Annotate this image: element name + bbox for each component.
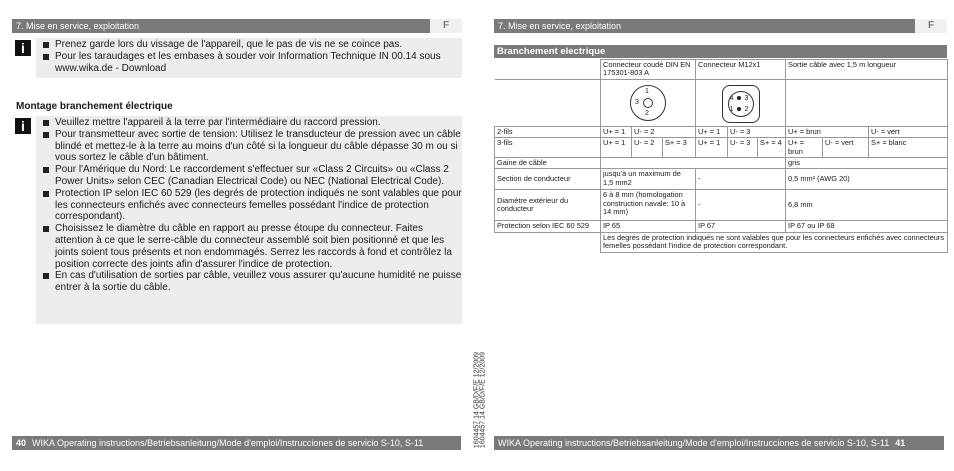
table-row — [495, 60, 948, 80]
table-title: Branchement electrique — [494, 45, 947, 58]
table-cell: - — [696, 169, 786, 190]
list-item: Pour transmetteur avec sortie de tension: Utilisez le transducteur de pression avec un câble blindé et mettez-le à la terre au moins d'un côté si la longueur du câble dépasse 30 m ou si vous sortez le câble d'un bâtiment. — [42, 129, 462, 164]
col-header-cable: Sortie câble avec 1,5 m longueur — [786, 60, 948, 80]
pin-label: 2 — [645, 109, 649, 117]
table-cell: U- = vert — [869, 126, 948, 137]
table-row — [495, 232, 948, 252]
table-cell: IP 67 — [696, 221, 786, 232]
list-item: En cas d'utilisation de sorties par câble, veuillez vous assurer qu'aucune humidité ne puisse entrer à la sortie du câble. — [42, 270, 462, 294]
pin-label: 3 — [744, 94, 749, 102]
left-page — [0, 0, 470, 471]
row-label: Section de conducteur — [495, 169, 601, 190]
din-connector-icon — [630, 85, 666, 121]
table-cell: U- = 2 — [632, 126, 696, 137]
footer-text: WIKA Operating instructions/Betriebsanleitung/Mode d'emploi/Instrucciones de servicio S-10, S-11 — [498, 438, 890, 448]
table-cell: U- = vert — [823, 138, 869, 158]
list-item: Choisissez le diamètre du câble en rapport au presse étoupe du connecteur. Faites attention à ce que le serre-câble du connecteur assemblé soit bien positionné et que les joints soient tous présents et non endommagés. Serrez les raccords à fond et contrôlez la position correcte des joints afin d'assurer l'indice de protection. — [42, 223, 462, 270]
header-title: 7. Mise en service, exploitation — [16, 21, 140, 31]
doc-code-text: 1604457.14 GB/D/F/E 12/2009 — [473, 351, 481, 449]
m12-connector-icon — [722, 85, 760, 123]
table-cell: U+ = 1 — [601, 126, 632, 137]
footer-text: WIKA Operating instructions/Betriebsanleitung/Mode d'emploi/Instrucciones de servicio S-10, S-11 — [32, 438, 424, 448]
doc-code-text: 1604457.14 GB/D/F/E 12/2009 — [479, 351, 487, 449]
col-header-m12: Connecteur M12x1 — [696, 60, 786, 80]
row-label: 3-fils — [495, 138, 601, 158]
table-cell: S+ = blanc — [869, 138, 948, 158]
pin-label: 2 — [744, 105, 749, 113]
section-title: Montage branchement électrique — [16, 101, 173, 112]
table-row — [495, 126, 948, 137]
table-cell: gris — [786, 158, 948, 169]
list-item: Protection IP selon IEC 60 529 (les degrés de protection indiqués ne sont valables que pour les connecteurs enfichés avec connecteurs femelles possédant l'indice de protection correspondant). — [42, 188, 462, 223]
table-cell: U+ = 1 — [696, 126, 728, 137]
page-number: 41 — [895, 438, 906, 448]
connection-table — [494, 59, 948, 253]
bullet-list-main — [42, 117, 462, 294]
table-cell: IP 65 — [601, 221, 696, 232]
row-label: Gaine de câble — [495, 158, 601, 169]
info-icon: i — [15, 118, 31, 134]
row-label: 2-fils — [495, 126, 601, 137]
table-note: Les degrés de protection indiqués ne sont valables que pour les connecteurs enfichés avec connecteurs femelles possédant l'indice de protection correspondant. — [601, 232, 948, 252]
din-connector-diagram — [601, 79, 696, 126]
pin-label: 1 — [729, 105, 734, 113]
table-row — [495, 158, 948, 169]
col-header-din: Connecteur coudé DIN EN 175301-803 A — [601, 60, 696, 80]
table-cell: 6 à 8 mm (homologation construction navale: 10 à 14 mm) — [601, 190, 696, 221]
info-icon: i — [15, 40, 31, 56]
list-item: Pour les taraudages et les embases à souder voir Information Technique IN 00.14 sous www.wika.de - Download — [42, 51, 462, 75]
table-cell: U+ = 1 — [601, 138, 632, 158]
table-cell — [495, 79, 601, 126]
table-cell — [601, 158, 786, 169]
table-row — [495, 221, 948, 232]
pin-label: 3 — [635, 98, 639, 106]
list-item: Pour l'Amérique du Nord: Le raccordement s'effectuer sur «Class 2 Circuits» ou «Class 2 Power Units» selon CEC (Canadian Electrical Code) ou NEC (National Electrical Code). — [42, 164, 462, 188]
table-cell: 0,5 mm² (AWG 20) — [786, 169, 948, 190]
table-cell — [786, 79, 948, 126]
pin-dot-icon — [737, 107, 741, 111]
page-header — [12, 19, 462, 33]
table-row — [495, 138, 948, 158]
table-cell: - — [696, 190, 786, 221]
table-cell: U- = 3 — [728, 138, 758, 158]
row-label: Diamètre extérieur du conducteur — [495, 190, 601, 221]
right-page — [484, 0, 954, 471]
table-cell — [495, 232, 601, 252]
header-title: 7. Mise en service, exploitation — [498, 21, 622, 31]
list-item: Veuillez mettre l'appareil à la terre par l'intermédiaire du raccord pression. — [42, 117, 462, 129]
pin-label: 1 — [645, 87, 649, 95]
table-cell: S+ = 3 — [663, 138, 696, 158]
table-row — [495, 169, 948, 190]
page-footer — [12, 436, 461, 450]
page-number: 40 — [16, 438, 27, 448]
table-cell: U- = 2 — [632, 138, 663, 158]
language-tab: F — [915, 19, 947, 33]
m12-connector-diagram — [696, 79, 786, 126]
pin-label: 4 — [729, 94, 734, 102]
table-cell: jusqu'à un maximum de 1,5 mm2 — [601, 169, 696, 190]
table-cell: 6,8 mm — [786, 190, 948, 221]
table-row — [495, 190, 948, 221]
table-cell: U+ = 1 — [696, 138, 728, 158]
bullet-list-top — [42, 39, 462, 74]
table-cell: U+ = brun — [786, 126, 869, 137]
table-cell: S+ = 4 — [758, 138, 786, 158]
table-cell: U- = 3 — [728, 126, 786, 137]
ground-icon — [643, 98, 653, 108]
page-header — [494, 19, 947, 33]
row-label: Protection selon IEC 60 529 — [495, 221, 601, 232]
table-cell — [495, 60, 601, 80]
table-cell: IP 67 ou IP 68 — [786, 221, 948, 232]
page-footer — [494, 436, 944, 450]
pin-dot-icon — [737, 96, 741, 100]
table-cell: U+ = brun — [786, 138, 823, 158]
list-item: Prenez garde lors du vissage de l'appareil, que le pas de vis ne se coince pas. — [42, 39, 462, 51]
table-row — [495, 79, 948, 126]
language-tab: F — [430, 19, 462, 33]
